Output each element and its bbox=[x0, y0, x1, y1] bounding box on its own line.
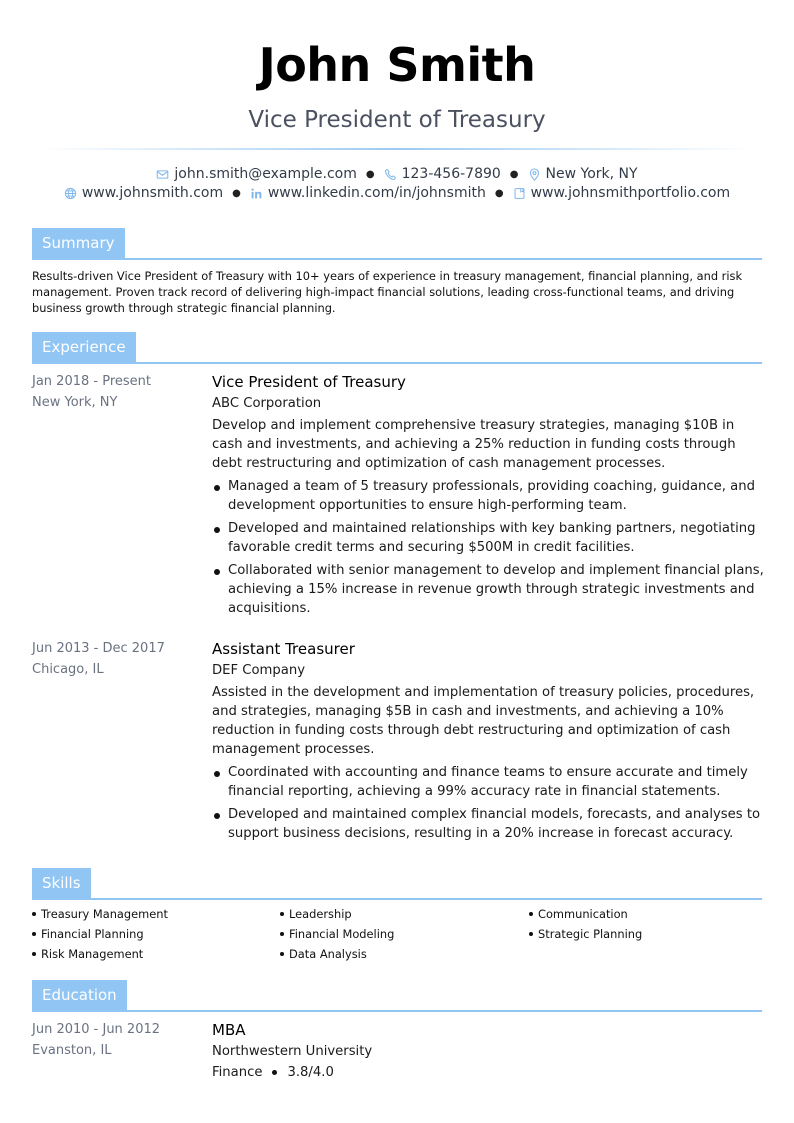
skills-grid bbox=[32, 906, 772, 962]
candidate-name: John Smith bbox=[258, 38, 536, 92]
education-field-gpa bbox=[212, 1065, 764, 1080]
job-2-title: Assistant Treasurer bbox=[212, 640, 355, 658]
portfolio-icon bbox=[513, 187, 526, 200]
contact-email[interactable] bbox=[156, 166, 356, 182]
skill-item: Financial Modeling bbox=[280, 926, 529, 942]
separator-dot: ● bbox=[232, 187, 241, 199]
education-heading: Education bbox=[32, 980, 127, 1010]
education-section-header bbox=[32, 980, 762, 1012]
skill-item: Treasury Management bbox=[32, 906, 280, 922]
job-2-date: Jun 2013 - Dec 2017 bbox=[32, 641, 165, 656]
education-location: Evanston, IL bbox=[32, 1043, 112, 1058]
contact-phone[interactable] bbox=[384, 166, 501, 182]
job-2-company: DEF Company bbox=[212, 663, 306, 678]
experience-section-header bbox=[32, 332, 762, 364]
separator-dot bbox=[272, 1070, 277, 1075]
skill-item: Communication bbox=[529, 906, 769, 922]
skill-item: Strategic Planning bbox=[529, 926, 769, 942]
skill-item: Data Analysis bbox=[280, 946, 529, 962]
summary-text: Results-driven Vice President of Treasury with 10+ years of experience in treasury management, financial planning, and risk management. Proven track record of delivering high-impact financial solutions, leading cross-functional teams, and driving business growth through strategic financial planning. bbox=[32, 269, 743, 315]
contact-row-links bbox=[0, 185, 794, 201]
separator-dot: ● bbox=[365, 168, 375, 180]
contact-location bbox=[528, 166, 638, 182]
summary-heading: Summary bbox=[32, 228, 125, 258]
job-2-description: Assisted in the development and implementation of treasury policies, procedures, and strategies, managing $5B in cash and investments, and achieving a 10% reduction in funding costs through debt restructuring and optimization of cash management processes. bbox=[212, 685, 755, 757]
contact-portfolio-text: www.johnsmithportfolio.com bbox=[530, 185, 731, 201]
job-1-meta bbox=[32, 374, 202, 410]
contact-phone-text: 123-456-7890 bbox=[401, 166, 501, 182]
separator-dot: ● bbox=[509, 168, 519, 180]
skill-item: Financial Planning bbox=[32, 926, 280, 942]
education-details bbox=[212, 1021, 764, 1080]
contact-linkedin[interactable] bbox=[250, 185, 486, 201]
list-item: Developed and maintained complex financial models, forecasts, and analyses to support business decisions, resulting in a 20% increase in forecast accuracy. bbox=[212, 805, 764, 843]
job-1-location: New York, NY bbox=[32, 395, 118, 410]
list-item: Coordinated with accounting and finance teams to ensure accurate and timely financial reporting, achieving a 99% accuracy rate in financial statements. bbox=[212, 763, 764, 801]
contact-email-text: john.smith@example.com bbox=[174, 166, 357, 182]
envelope-icon bbox=[156, 168, 169, 181]
education-meta bbox=[32, 1022, 202, 1058]
job-2-location: Chicago, IL bbox=[32, 662, 104, 677]
section-rule bbox=[32, 1010, 762, 1012]
linkedin-icon bbox=[250, 187, 263, 200]
phone-icon bbox=[384, 168, 397, 181]
skill-item: Risk Management bbox=[32, 946, 280, 962]
contact-row-primary bbox=[0, 166, 794, 182]
job-2-meta bbox=[32, 641, 202, 677]
education-date: Jun 2010 - Jun 2012 bbox=[32, 1022, 161, 1037]
job-1-details bbox=[212, 373, 764, 622]
job-1-bullets bbox=[212, 477, 764, 618]
education-school: Northwestern University bbox=[212, 1044, 373, 1059]
skills-section-header bbox=[32, 868, 762, 900]
contact-portfolio[interactable] bbox=[513, 185, 731, 201]
list-item: Collaborated with senior management to develop and implement financial plans, achieving a 15% increase in revenue growth through strategic investments and acquisitions. bbox=[212, 561, 764, 618]
list-item: Managed a team of 5 treasury professionals, providing coaching, guidance, and development opportunities to ensure high-performing team. bbox=[212, 477, 764, 515]
job-1-title: Vice President of Treasury bbox=[212, 373, 406, 391]
section-rule bbox=[32, 898, 762, 900]
location-pin-icon bbox=[528, 168, 541, 181]
section-rule bbox=[32, 258, 762, 260]
contact-linkedin-text: www.linkedin.com/in/johnsmith bbox=[267, 185, 486, 201]
contact-location-text: New York, NY bbox=[545, 166, 638, 182]
job-1-description: Develop and implement comprehensive treasury strategies, managing $10B in cash and investments, and achieving a 25% reduction in funding costs through debt restructuring and optimization of cash management processes. bbox=[212, 418, 736, 471]
job-2-bullets bbox=[212, 763, 764, 843]
contact-website-text: www.johnsmith.com bbox=[81, 185, 224, 201]
skill-item: Leadership bbox=[280, 906, 529, 922]
job-1-company: ABC Corporation bbox=[212, 396, 322, 411]
contact-website[interactable] bbox=[64, 185, 223, 201]
list-item: Developed and maintained relationships with key banking partners, negotiating favorable credit terms and securing $500M in credit facilities. bbox=[212, 519, 764, 557]
skills-heading: Skills bbox=[32, 868, 91, 898]
job-2-details bbox=[212, 640, 764, 847]
job-1-date: Jan 2018 - Present bbox=[32, 374, 151, 389]
candidate-title: Vice President of Treasury bbox=[248, 107, 546, 133]
experience-heading: Experience bbox=[32, 332, 136, 362]
header-divider bbox=[40, 148, 754, 150]
education-degree: MBA bbox=[212, 1021, 246, 1039]
separator-dot: ● bbox=[494, 187, 504, 199]
section-rule bbox=[32, 362, 762, 364]
globe-icon bbox=[64, 187, 77, 200]
summary-section-header bbox=[32, 228, 762, 260]
education-field: Finance bbox=[212, 1065, 263, 1080]
education-gpa: 3.8/4.0 bbox=[287, 1065, 334, 1080]
